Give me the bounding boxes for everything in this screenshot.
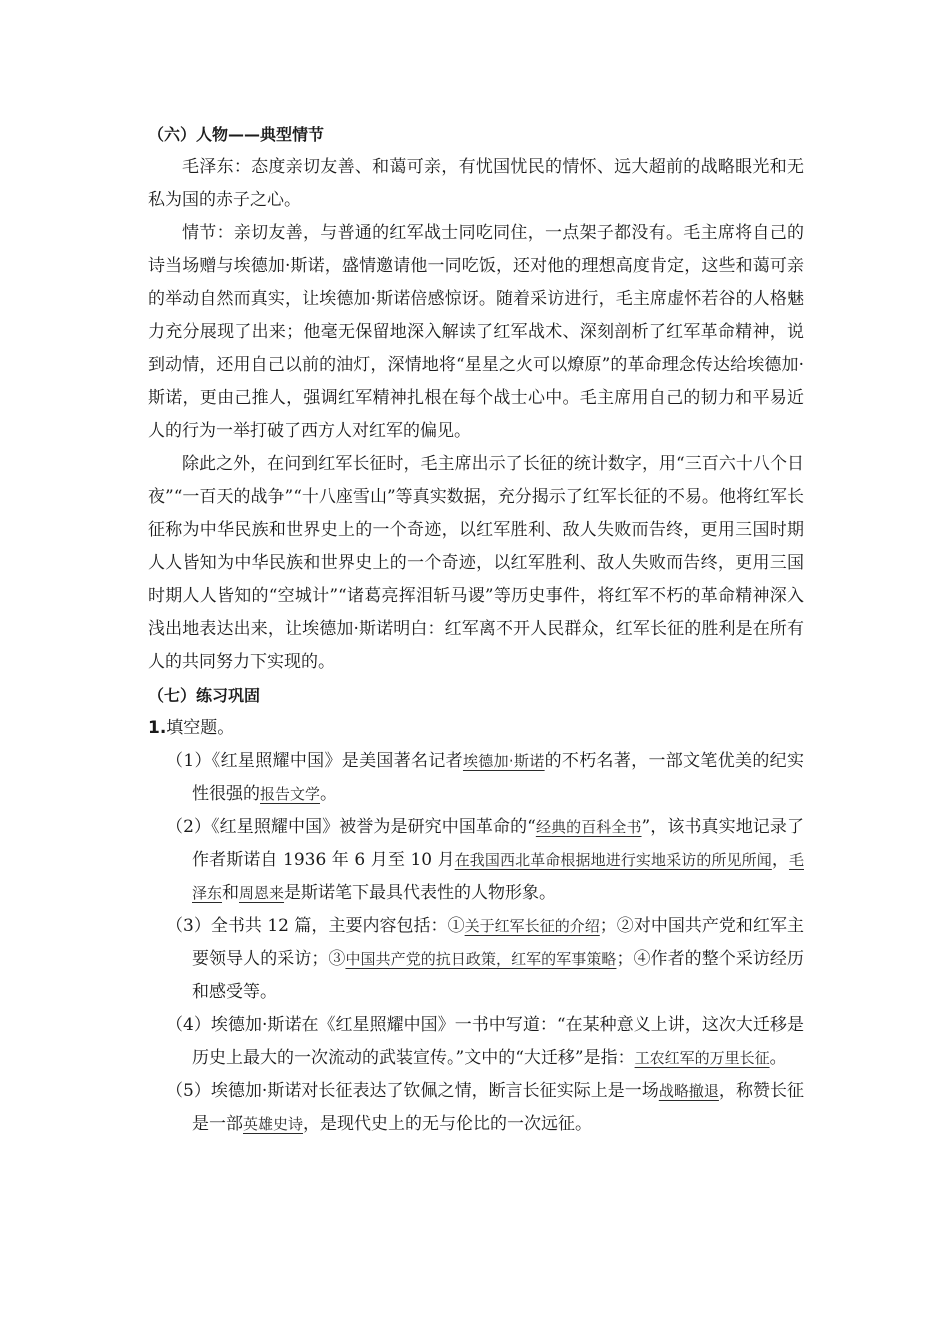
fill-blank-item-5	[148, 1075, 804, 1141]
item-text: ，称赞长征是一部	[192, 1081, 805, 1134]
item-text: ；④作者的整个采访经历和感受等。	[192, 949, 804, 1002]
item-text: 。	[769, 1048, 787, 1068]
fill-blank-item-3	[148, 910, 804, 1009]
answer-blank: 战略撤退	[658, 1082, 719, 1100]
item-text: ，	[771, 850, 789, 870]
item-text: （2）《红星照耀中国》被誉为是研究中国革命的“	[166, 817, 536, 837]
section-7-heading: （七）练习巩固	[148, 686, 261, 705]
question-1-title	[148, 712, 804, 745]
item-text: （4）埃德加·斯诺在《红星照耀中国》一书中写道：“在某种意义上讲，这次大迁移是历史上最大的一次流动的武装宣传。”文中的“大迁移”是指：	[166, 1015, 804, 1068]
section-6-heading: （六）人物——典型情节	[148, 125, 325, 144]
answer-blank: 毛泽东	[192, 851, 804, 902]
answer-blank: 英雄史诗	[243, 1115, 304, 1133]
item-text: （1）《红星照耀中国》是美国著名记者	[166, 751, 463, 771]
item-text: 和	[222, 883, 240, 903]
answer-blank: 在我国西北革命根据地进行实地采访的所见所闻	[454, 851, 772, 869]
item-text: （3）全书共 12 篇，主要内容包括：①	[166, 916, 465, 936]
answer-blank: 关于红军长征的介绍	[464, 917, 600, 935]
answer-blank: 经典的百科全书	[535, 818, 642, 836]
answer-blank: 工农红军的万里长征	[634, 1049, 770, 1067]
document-page	[148, 118, 804, 1141]
answer-blank: 埃德加·斯诺	[462, 752, 545, 770]
item-text: ；②对中国共产党和红军主要领导人的采访；③	[192, 916, 804, 969]
fill-blank-item-1	[148, 745, 804, 811]
item-text: ，是现代史上的无与伦比的一次远征。	[303, 1114, 593, 1134]
item-text: 的不朽名著，一部文笔优美的纪实性很强的	[192, 751, 804, 804]
item-text: 。	[320, 784, 338, 804]
item-text: 是斯诺笔下最具代表性的人物形象。	[284, 883, 557, 903]
question-number: 1.	[148, 718, 167, 738]
answer-blank: 中国共产党的抗日政策，红军的军事策略	[345, 950, 617, 968]
character-summary-paragraph: 毛泽东：态度亲切友善、和蔼可亲，有忧国忧民的情怀、远大超前的战略眼光和无私为国的赤子之心。	[148, 157, 804, 210]
question-label: 填空题。	[166, 718, 235, 738]
long-march-paragraph: 除此之外，在问到红军长征时，毛主席出示了长征的统计数字，用“三百六十八个日夜”“一百天的战争”“十八座雪山”等真实数据，充分揭示了红军长征的不易。他将红军长征称为中华民族和世界史上的一个奇迹，以红军胜利、敌人失败而告终，更用三国时期人人皆知为中华民族和世界史上的一个奇迹，以红军胜利、敌人失败而告终，更用三国时期人人皆知的“空城计”“诸葛亮挥泪斩马谡”等历史事件，将红军不朽的革命精神深入浅出地表达出来，让埃德加·斯诺明白：红军离不开人民群众，红军长征的胜利是在所有人的共同努力下实现的。	[148, 454, 804, 672]
item-text: （5）埃德加·斯诺对长征表达了钦佩之情，断言长征实际上是一场	[166, 1081, 659, 1101]
fill-blank-item-2	[148, 811, 804, 910]
plot-paragraph: 情节：亲切友善，与普通的红军战士同吃同住，一点架子都没有。毛主席将自己的诗当场赠与埃德加·斯诺，盛情邀请他一同吃饭，还对他的理想高度肯定，这些和蔼可亲的举动自然而真实，让埃德加·斯诺倍感惊讶。随着采访进行，毛主席虚怀若谷的人格魅力充分展现了出来；他毫无保留地深入解读了红军战术、深刻剖析了红军革命精神，说到动情，还用自己以前的油灯，深情地将“星星之火可以燎原”的革命理念传达给埃德加·斯诺，更由己推人，强调红军精神扎根在每个战士心中。毛主席用自己的韧力和平易近人的行为一举打破了西方人对红军的偏见。	[148, 223, 804, 441]
answer-blank: 周恩来	[239, 884, 285, 902]
fill-blank-item-4	[148, 1009, 804, 1075]
item-text: ”，该书真实地记录了作者斯诺自 1936 年 6 月至 10 月	[192, 817, 804, 870]
answer-blank: 报告文学	[260, 785, 321, 803]
